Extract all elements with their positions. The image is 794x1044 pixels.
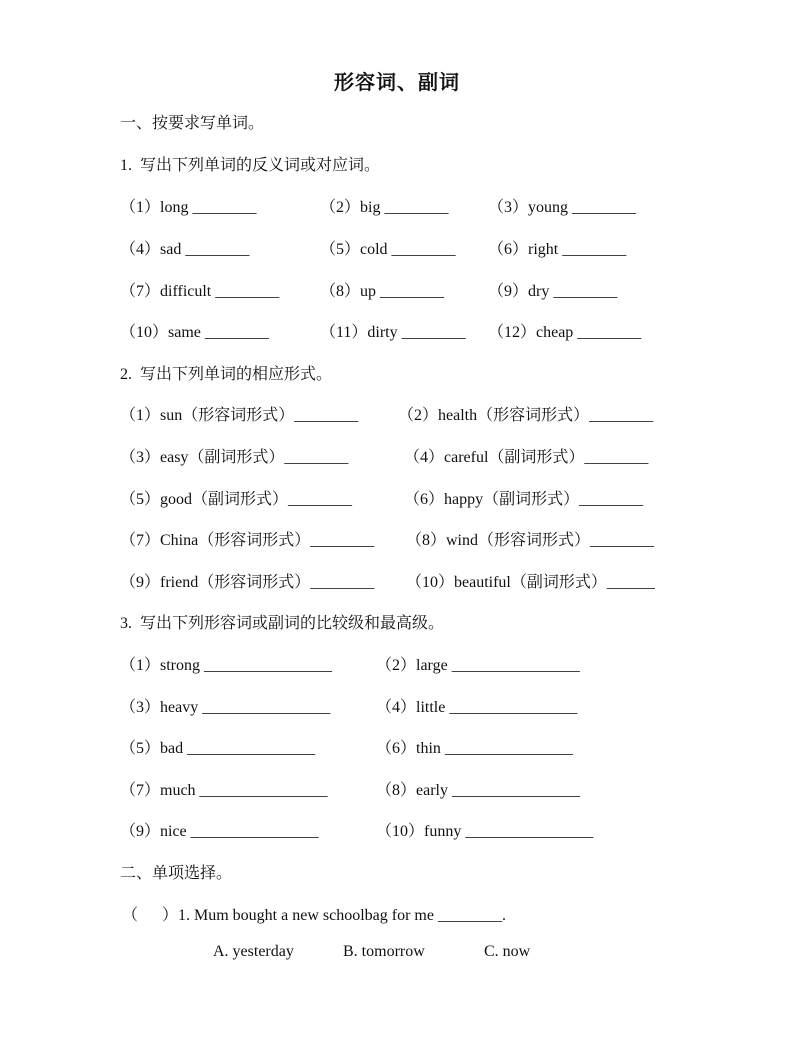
question-item: （1）long ________ <box>120 199 257 216</box>
question-item: （6）thin ________________ <box>376 740 573 757</box>
question-item: （3）easy（副词形式）________ <box>120 449 349 466</box>
question-item: （8）early ________________ <box>376 782 580 799</box>
option-b: B. tomorrow <box>343 943 425 960</box>
question-item: （5）bad ________________ <box>120 740 316 757</box>
question-item: （6）right ________ <box>488 241 627 258</box>
question-item: （7）much ________________ <box>120 782 328 799</box>
question-item: （1）sun（形容词形式）________ <box>120 407 359 424</box>
option-c: C. now <box>484 943 531 960</box>
question-item: （2）health（形容词形式）________ <box>398 407 654 424</box>
question-item: （10）same ________ <box>120 324 269 341</box>
question-item: （5）cold ________ <box>320 241 456 258</box>
question-item: （9）nice ________________ <box>120 823 319 840</box>
question-item: （5）good（副词形式）________ <box>120 491 353 508</box>
question-item: （4）careful（副词形式）________ <box>404 449 649 466</box>
question-item: （4）little ________________ <box>376 699 578 716</box>
question-item: （8）wind（形容词形式）________ <box>406 532 655 549</box>
question-item: （8）up ________ <box>320 283 445 300</box>
section-heading: 一、按要求写单词。 <box>120 115 265 132</box>
page-title: 形容词、副词 <box>334 72 460 94</box>
question-item: （11）dirty ________ <box>320 324 466 341</box>
question-item: （10）funny ________________ <box>376 823 594 840</box>
option-a: A. yesterday <box>213 943 294 960</box>
question-item: （2）big ________ <box>320 199 449 216</box>
question-item: （3）heavy ________________ <box>120 699 331 716</box>
question-item: （4）sad ________ <box>120 241 250 258</box>
question-item: （12）cheap ________ <box>488 324 642 341</box>
choice-question: （ ）1. Mum bought a new schoolbag for me ________. <box>122 907 506 924</box>
question-item: （2）large ________________ <box>376 657 580 674</box>
question-item: （1）strong ________________ <box>120 657 333 674</box>
question-item: （9）friend（形容词形式）________ <box>120 574 375 591</box>
part2-heading: 2. 写出下列单词的相应形式。 <box>120 366 333 383</box>
section-heading: 二、单项选择。 <box>120 865 233 882</box>
question-item: （9）dry ________ <box>488 283 618 300</box>
question-item: （6）happy（副词形式）________ <box>404 491 644 508</box>
question-item: （10）beautiful（副词形式）______ <box>406 574 655 591</box>
question-item: （3）young ________ <box>488 199 637 216</box>
part1-heading: 1. 写出下列单词的反义词或对应词。 <box>120 157 381 174</box>
question-item: （7）China（形容词形式）________ <box>120 532 375 549</box>
part3-heading: 3. 写出下列形容词或副词的比较级和最高级。 <box>120 615 445 632</box>
question-item: （7）difficult ________ <box>120 283 280 300</box>
